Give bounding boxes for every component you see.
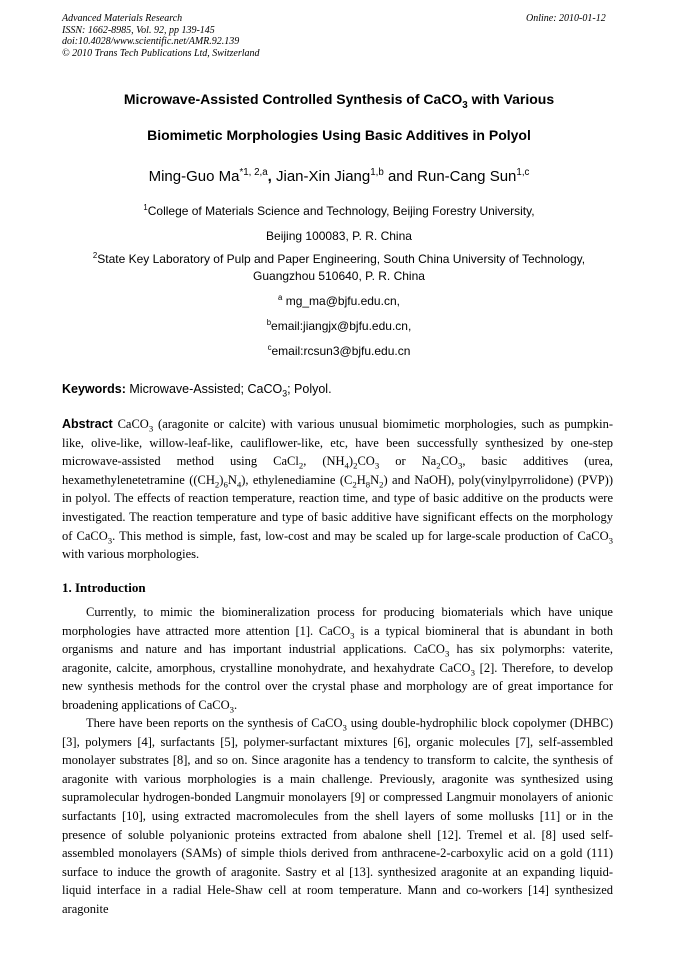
author-name: Ming-Guo Ma [148, 168, 240, 185]
author-list: Ming-Guo Ma$^{*1, 2,a}$, Jian-Xin Jiang$^{1,b}$ and Run-Cang Sun$^{1,c}$ [148, 167, 530, 185]
keywords: Keywords: Microwave-Assisted; CaCO$_3$; Polyol. [62, 382, 332, 399]
keywords-label: Keywords: [62, 382, 126, 396]
email-a: $^a$ mg_ma@bjfu.edu.cn, [278, 293, 400, 308]
email-c: $^c$email:rcsun3@bjfu.edu.cn [267, 343, 411, 358]
paper-title-line-1: Microwave-Assisted Controlled Synthesis of CaCO$_3$ with Various [123, 91, 555, 111]
intro-paragraph-2: There have been reports on the synthesis of CaCO$_3$ using double-hydrophilic block copolymer (DHBC) [3], polymers [4], surfactants [5], polymer-surfactant mixtures [6], organic molecules [7], self-assembled monolayer substrates [8], and so on. Since aragonite has a tendency to transform to calcite, the synthesis of aragonite with various morphologies is a main challenge. Previously, aragonite was synthesized using supramolecular hydrogen-bonded Langmuir monolayers [9] or compressed Langmuir monolayers of anionic surfactants [10], using extracted macromolecules from the shell layers of some mollusks [11] or in the presence of soluble polyanionic proteins extracted from abalone shell [12]. Tremel et al. [8] used self-assembled monolayers (SAMs) of simple thiols derived from anthracene-2-carboxylic acid on a gold (111) surface to induce the growth of aragonite. Sastry et al [13]. synthesized aragonite at an expanding liquid-liquid interface in a radial Hele-Shaw cell at room temperature. Mann and co-workers [14] synthesized aragonite [62, 716, 613, 916]
affiliation-2-city: Guangzhou 510640, P. R. China [253, 269, 425, 283]
affiliation-2: $^2$State Key Laboratory of Pulp and Paper Engineering, South China University of Technology, [92, 251, 586, 266]
paper-title-line-2: Biomimetic Morphologies Using Basic Additives in Polyol [147, 127, 531, 143]
online-date: Online: 2010-01-12 [526, 13, 606, 24]
running-header [62, 13, 260, 59]
section-heading-introduction: 1. Introduction [62, 580, 146, 595]
abstract: Abstract CaCO$_3$ (aragonite or calcite) with various unusual biomimetic morphologies, such as pumpkin-like, olive-like, willow-leaf-like, cauliflower-like, etc, have been successfully synthesized by one-step microwave-assisted method using CaCl$_2$, $(NH_4)_2CO_3$ or $Na_2CO_3$, basic additives (urea, hexamethylenetetramine $((CH_2)_6N_4)$, ethylenediamine $(C_2H_8N_2)$ and NaOH), poly(vinylpyrrolidone) (PVP)) in polyol. The effects of reaction temperature, reaction time, and type of basic additive on the products were investigated. The reaction temperature and type of basic additive have significant effects on the morphology of CaCO$_3$. This method is simple, fast, low-cost and may be scaled up for large-scale production of CaCO$_3$ with various morphologies. [62, 417, 614, 562]
affiliation-1-city: Beijing 100083, P. R. China [266, 229, 412, 243]
abstract-label: Abstract [62, 417, 113, 431]
affiliation-1: $^1$College of Materials Science and Technology, Beijing Forestry University, [143, 203, 535, 218]
journal-name: Advanced Materials Research [62, 13, 183, 24]
doi-line: doi:10.4028/www.scientific.net/AMR.92.139 [62, 36, 240, 47]
issn-line: ISSN: 1662-8985, Vol. 92, pp 139-145 [62, 24, 215, 36]
author-name: Run-Cang Sun [417, 168, 517, 185]
email-b: $^b$email:jiangjx@bjfu.edu.cn, [266, 318, 412, 333]
copyright-line: © 2010 Trans Tech Publications Ltd, Switzerland [62, 47, 260, 59]
intro-paragraph-1: Currently, to mimic the biomineralization process for producing biomaterials which have unique morphologies have attracted more attention [1]. CaCO$_3$ is a typical biomineral that is abundant in both organisms and nature and has important industrial applications. CaCO$_3$ has six polymorphs: vaterite, aragonite, calcite, amorphous, crystalline monohydrate, and hexahydrate CaCO$_3$ [2]. Therefore, to develop new synthesis methods for the control over the crystal phase and morphology are of great importance for broadening applications of CaCO$_3$. [62, 605, 613, 715]
author-name: Jian-Xin Jiang [276, 168, 371, 185]
